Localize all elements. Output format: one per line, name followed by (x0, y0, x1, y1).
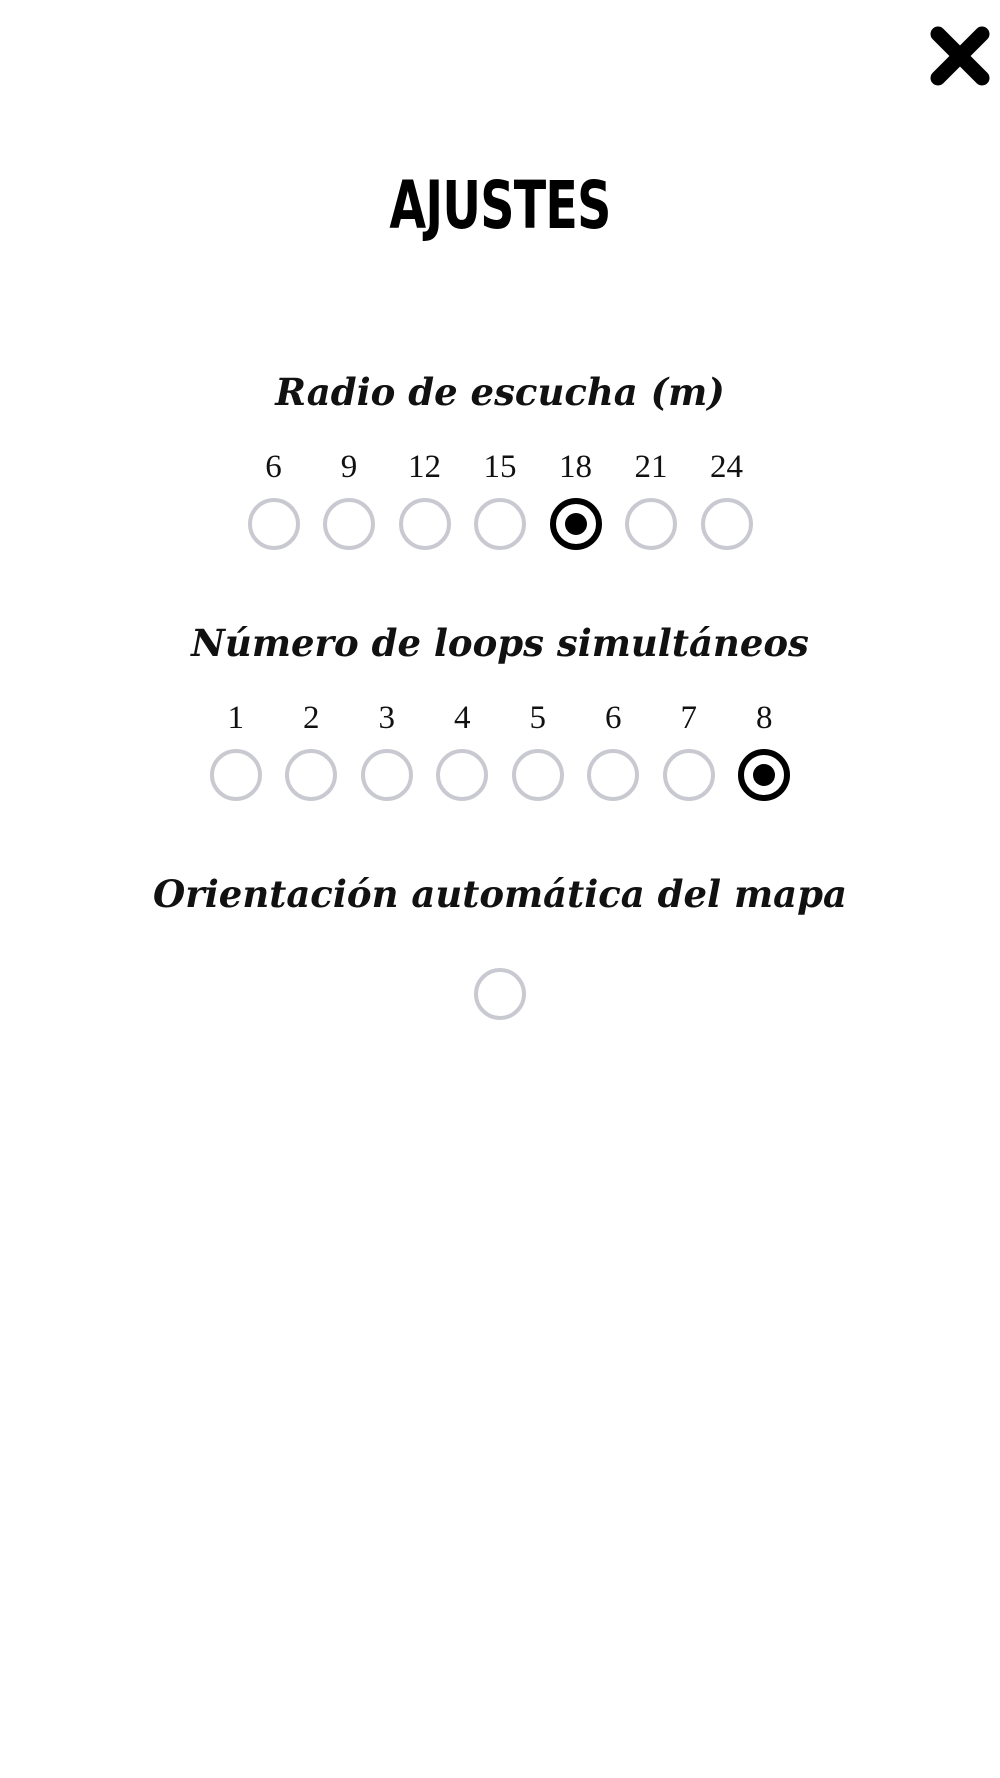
radius-option-18[interactable] (538, 448, 614, 550)
page-title: AJUSTES (389, 167, 611, 244)
loops-option-7[interactable] (651, 699, 727, 801)
loops-radio-1[interactable] (210, 749, 262, 801)
radius-option-label: 24 (710, 449, 743, 485)
loops-options (0, 699, 1000, 801)
loops-radio-4[interactable] (436, 749, 488, 801)
loops-option-label: 8 (756, 700, 773, 736)
loops-section (0, 621, 1000, 801)
loops-option-label: 6 (605, 700, 622, 736)
radius-option-15[interactable] (462, 448, 538, 550)
radius-radio-18[interactable] (550, 498, 602, 550)
radio-dot (565, 513, 587, 535)
radius-option-21[interactable] (613, 448, 689, 550)
loops-option-1[interactable] (198, 699, 274, 801)
loops-option-label: 2 (303, 700, 320, 736)
radius-section (0, 370, 1000, 550)
radius-heading: Radio de escucha (m) (275, 370, 725, 414)
loops-option-label: 7 (680, 700, 697, 736)
radius-option-label: 9 (340, 449, 358, 485)
loops-option-label: 4 (454, 700, 471, 736)
loops-radio-6[interactable] (587, 749, 639, 801)
loops-option-label: 5 (529, 700, 546, 736)
radius-option-6[interactable] (236, 448, 312, 550)
orientation-section (0, 872, 1000, 1020)
loops-radio-3[interactable] (361, 749, 413, 801)
close-button[interactable] (926, 22, 994, 90)
loops-radio-7[interactable] (663, 749, 715, 801)
orientation-heading: Orientación automática del mapa (153, 872, 847, 916)
loops-option-4[interactable] (425, 699, 501, 801)
radio-dot (753, 764, 775, 786)
radius-option-24[interactable] (689, 448, 765, 550)
loops-heading: Número de loops simultáneos (191, 621, 809, 665)
radius-radio-12[interactable] (399, 498, 451, 550)
orientation-toggle[interactable] (474, 968, 526, 1020)
loops-option-8[interactable] (727, 699, 803, 801)
loops-option-3[interactable] (349, 699, 425, 801)
radius-options (0, 448, 1000, 550)
radius-radio-24[interactable] (701, 498, 753, 550)
loops-radio-2[interactable] (285, 749, 337, 801)
radius-option-label: 21 (634, 449, 668, 485)
radius-option-label: 15 (483, 449, 517, 485)
loops-radio-8[interactable] (738, 749, 790, 801)
loops-option-label: 1 (227, 700, 244, 736)
radius-radio-6[interactable] (248, 498, 300, 550)
loops-option-2[interactable] (274, 699, 350, 801)
close-icon (926, 22, 994, 90)
radius-option-12[interactable] (387, 448, 463, 550)
radius-radio-21[interactable] (625, 498, 677, 550)
radius-option-9[interactable] (311, 448, 387, 550)
loops-option-5[interactable] (500, 699, 576, 801)
radius-radio-9[interactable] (323, 498, 375, 550)
radius-radio-15[interactable] (474, 498, 526, 550)
radius-option-label: 18 (559, 449, 592, 485)
loops-radio-5[interactable] (512, 749, 564, 801)
loops-option-6[interactable] (576, 699, 652, 801)
radius-option-label: 6 (265, 449, 282, 485)
loops-option-label: 3 (378, 700, 395, 736)
radius-option-label: 12 (408, 449, 441, 485)
